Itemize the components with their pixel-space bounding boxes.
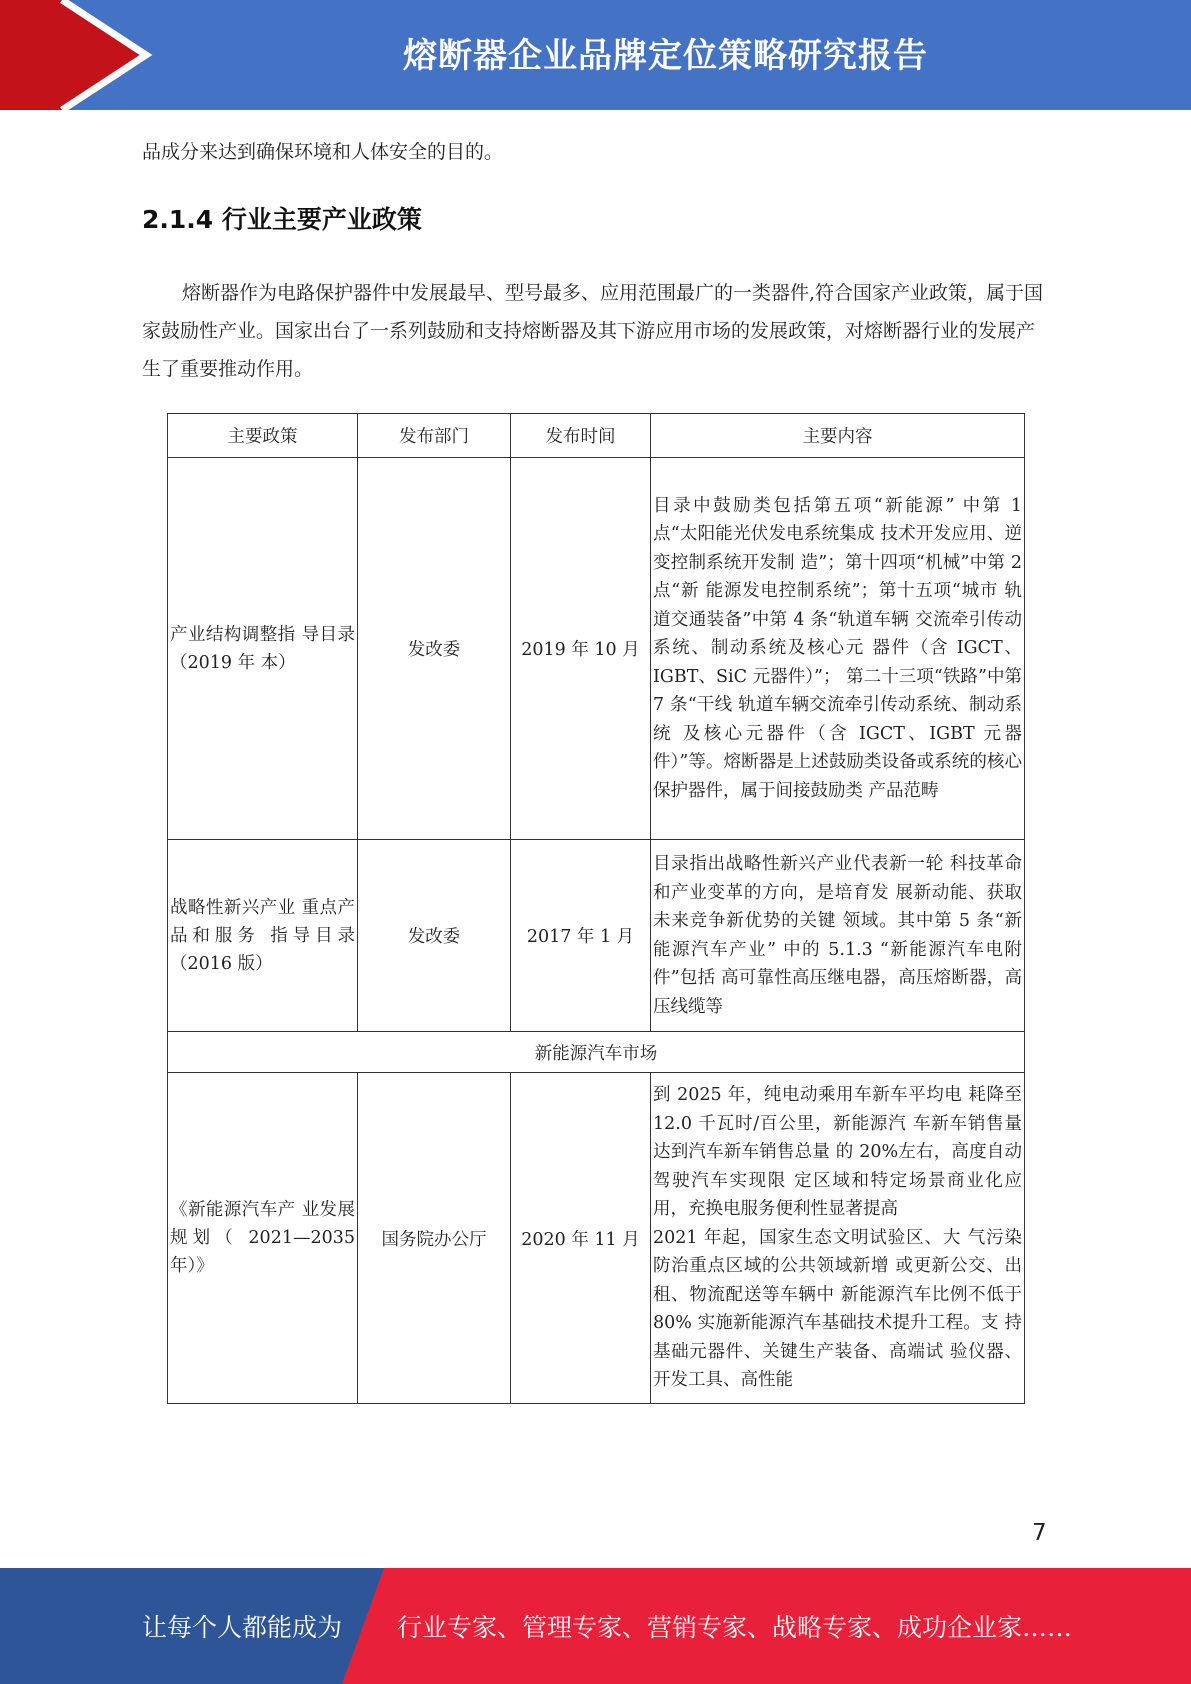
intro-paragraph: 熔断器作为电路保护器件中发展最早、型号最多、应用范围最广的一类器件,符合国家产业政策，属于国家鼓励性产业。国家出台了一系列鼓励和支持熔断器及其下游应用市场的发展政策，对熔断器行业的发展产生了重要推动作用。 xyxy=(142,282,1044,380)
continuation-text: 品成分来达到确保环境和人体安全的目的。 xyxy=(142,141,504,163)
header-department: 发布部门 xyxy=(358,414,511,458)
table-section-row xyxy=(168,1032,1025,1073)
policy-date: 2017 年 1 月 xyxy=(511,840,651,1032)
header-date: 发布时间 xyxy=(511,414,651,458)
policy-content-part-1: 到 2025 年，纯电动乘用车新车平均电 耗降至 12.0 千瓦时/百公里，新能源汽 车新车销售量达到汽车新车销售总量 的 20%左右，高度自动驾驶汽车实现限 定区域和特定场景商业化应用，充换电服务便利性显著提高 xyxy=(653,1085,1022,1220)
section-heading: 2.1.4 行业主要产业政策 xyxy=(142,205,422,234)
footer-slogan-left: 让每个人都能成为 xyxy=(142,1613,343,1642)
policy-content xyxy=(651,1073,1025,1404)
table-row xyxy=(168,1073,1025,1404)
policy-department: 发改委 xyxy=(358,458,511,840)
policy-content: 目录指出战略性新兴产业代表新一轮 科技革命和产业变革的方向，是培育发 展新动能、获取未来竞争新优势的关键 领域。其中第 5 条“新能源汽车产业” 中的 5.1.3 “新能源汽车电附件”包括 高可靠性高压继电器，高压熔断器，高 压线缆等 xyxy=(651,840,1025,1032)
header-band xyxy=(0,0,1191,110)
table-row xyxy=(168,458,1025,840)
policy-name: 产业结构调整指 导目录（2019 年 本） xyxy=(168,458,358,840)
policy-name: 战略性新兴产业 重点产品和服务 指导目录（2016 版） xyxy=(168,840,358,1032)
policy-date: 2020 年 11 月 xyxy=(511,1073,651,1404)
report-title: 熔断器企业品牌定位策略研究报告 xyxy=(403,35,928,76)
header-policy: 主要政策 xyxy=(168,414,358,458)
table-row xyxy=(168,840,1025,1032)
policy-department: 发改委 xyxy=(358,840,511,1032)
policy-table xyxy=(167,413,1025,1404)
table-header-row xyxy=(168,414,1025,458)
header-content: 主要内容 xyxy=(651,414,1025,458)
policy-content: 目录中鼓励类包括第五项“新能源” 中第 1 点“太阳能光伏发电系统集成 技术开发应用、逆变控制系统开发制 造”；第十四项“机械”中第 2 点“新 能源发电控制系统”；第十五项“城市 轨道交通装备”中第 4 条“轨道车辆 交流牵引传动系统、制动系统及核心元 器件（含 IGCT、IGBT、SiC 元器件）”； 第二十三项“铁路”中第 7 条“干线 轨道车辆交流牵引传动系统、制动系统 及核心元器件（含 IGCT、IGBT 元器 件）”等。熔断器是上述鼓励类设备或系统的核心保护器件，属于间接鼓励类 产品范畴 xyxy=(651,458,1025,840)
policy-content-part-2: 2021 年起，国家生态文明试验区、大 气污染防治重点区域的公共领域新增 或更新公交、出租、物流配送等车辆中 新能源汽车比例不低于 80% 实施新能源汽车基础技术提升工程。支 持基础元器件、关键生产装备、高端试 验仪器、开发工具、高性能 xyxy=(653,1227,1022,1391)
section-label: 新能源汽车市场 xyxy=(168,1032,1025,1073)
policy-name: 《新能源汽车产 业发展规划（ 2021—2035 年）》 xyxy=(168,1073,358,1404)
policy-department: 国务院办公厅 xyxy=(358,1073,511,1404)
policy-date: 2019 年 10 月 xyxy=(511,458,651,840)
footer-slogan-right: 行业专家、管理专家、营销专家、战略专家、成功企业家…… xyxy=(397,1613,1073,1642)
page-number: 7 xyxy=(1032,1520,1047,1546)
